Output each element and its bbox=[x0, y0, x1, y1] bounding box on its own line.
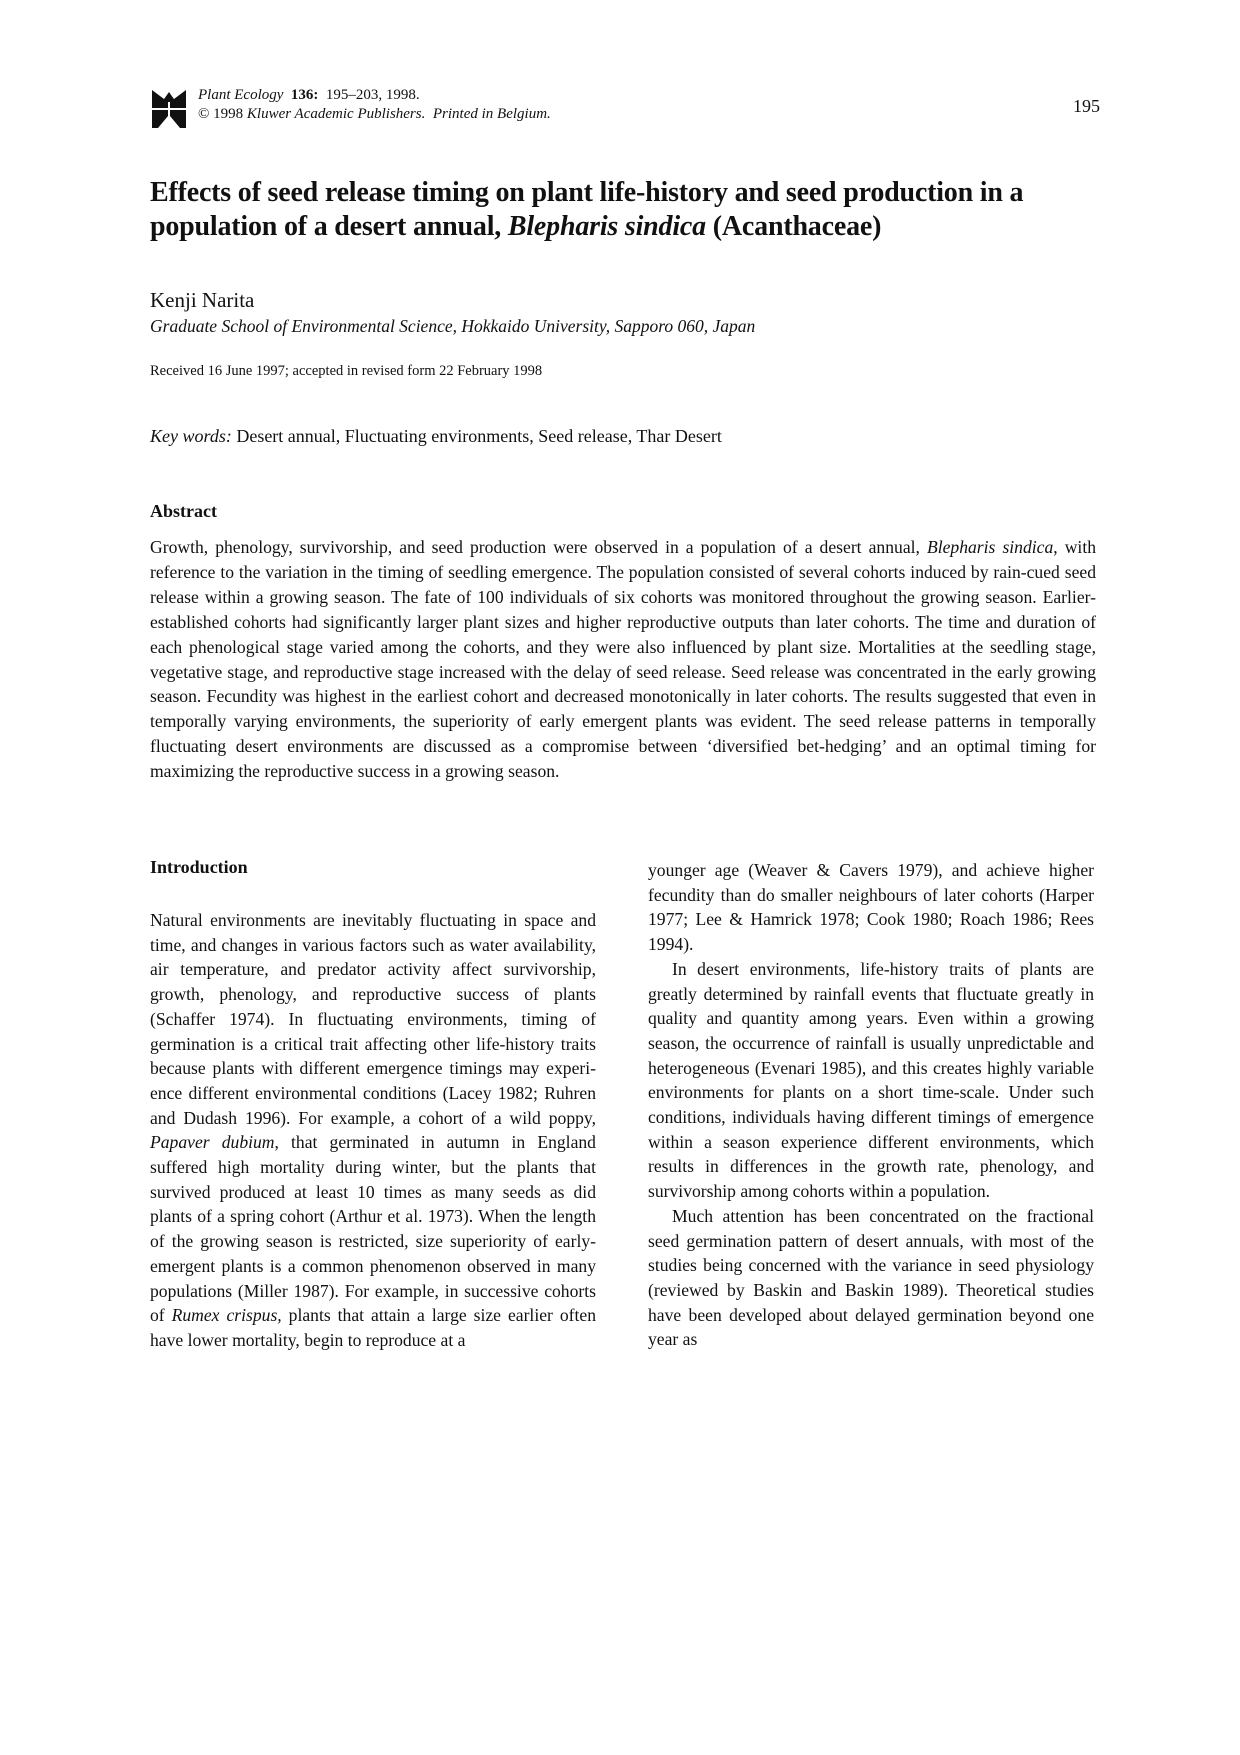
title-family: (Acanthaceae) bbox=[705, 211, 882, 242]
abstract-text: Growth, phenology, survivorship, and seed production were observed in a population of a desert annual, bbox=[150, 537, 927, 557]
keywords-label: Key words: bbox=[150, 426, 232, 446]
journal-name: Plant Ecology bbox=[198, 87, 284, 103]
abstract-species: Blepharis sindica bbox=[926, 537, 1054, 557]
intro-paragraph-3: Much attention has been concentrated on the fractional seed germination pattern of desert annuals, with most of the studies being concerned with the variance in seed physiology (reviewed by Baskin and Baskin 1989). Theoretical studies have been developed about delayed germination beyond one year as bbox=[648, 1205, 1094, 1350]
title-species: Blepharis sindica bbox=[507, 211, 706, 242]
species-name: Rumex crispus, bbox=[171, 1305, 282, 1326]
title-text: Effects of seed release timing on plant life-history and seed production in a population of a desert annual, bbox=[150, 177, 1024, 242]
journal-citation bbox=[198, 86, 551, 124]
abstract-heading: Abstract bbox=[150, 501, 217, 521]
author-name: Kenji Narita bbox=[150, 288, 255, 312]
left-column bbox=[150, 908, 596, 1353]
species-name: Papaver dubium bbox=[150, 1132, 275, 1153]
received-dates: Received 16 June 1997; accepted in revised form 22 February 1998 bbox=[150, 363, 543, 379]
abstract-body bbox=[150, 535, 1096, 784]
copyright-year: 1998 bbox=[213, 106, 244, 122]
publisher-name: Kluwer Academic Publishers. bbox=[246, 106, 426, 122]
page-number: 195 bbox=[1073, 96, 1100, 116]
paragraph-text: Natural environments are inevitably fluctuating in space and time, and changes in various factors such as water availability, air temperature, and predator activity affect survivorship, growth, phenology, and reproductive success of plants (Schaffer 1974). In fluctuating environments, timing of germination is a critical trait affecting other life-history traits because plants with different emergence timings may experience different environmental conditions (Lacey 1982; Ruhren and Dudash 1996). For example, a cohort of a wild poppy, bbox=[150, 910, 596, 1128]
journal-volume: 136: bbox=[290, 87, 319, 103]
keywords bbox=[150, 426, 722, 447]
introduction-heading: Introduction bbox=[150, 857, 248, 877]
copyright-symbol: © bbox=[198, 106, 210, 122]
journal-pages: 195–203, 1998. bbox=[325, 87, 420, 103]
author-affiliation: Graduate School of Environmental Science, Hokkaido University, Sapporo 060, Japan bbox=[150, 316, 756, 336]
page-header bbox=[150, 86, 1100, 136]
intro-paragraph-1 bbox=[150, 908, 596, 1353]
intro-paragraph-2: In desert environments, life-history traits of plants are greatly determined by rainfall events that fluctuate greatly in quality and quantity among years. Even within a growing season, the occurrence of rainfall is usually unpredictable and heterogeneous (Evenari 1985), and this creates highly variable environments for plants on a short time-scale. Under such conditions, individuals having different timings of emergence within a season experience different environments, which results in differences in the growth rate, phenology, and survivorship among cohorts within a population. bbox=[648, 958, 1094, 1202]
paragraph-text: plants that attain a large size earlier often have lower mortality, begin to reproduce at a bbox=[150, 1305, 596, 1350]
printed-location: Printed in Belgium. bbox=[432, 106, 551, 122]
paragraph-text: , that germinated in autumn in England suffered high mortality during winter, but the plants that survived produced at least 10 times as many seeds as did plants of a spring cohort (Arthur et al. 1973). When the length of the growing season is restricted, size superiority of early-emergent plants is a common phenomenon observed in many populations (Miller 1987). For example, in successive cohorts of bbox=[150, 1132, 596, 1326]
keywords-list: Desert annual, Fluctuating environments, Seed release, Thar Desert bbox=[231, 426, 722, 446]
publisher-logo-icon bbox=[150, 88, 188, 130]
abstract-text-cont: , with reference to the variation in the timing of seedling emergence. The population consisted of several cohorts induced by rain-cued seed release within a growing season. The fate of 100 individuals of six cohorts was monitored throughout the growing season. Earlier-established cohorts had significantly larger plant sizes and higher reproductive outputs than later cohorts. The time and duration of each phenological stage varied among the cohorts, and they were also influenced by plant size. Mortalities at the seedling stage, vegetative stage, and reproductive stage increased with the delay of seed release. Seed release was concentrated in the early growing season. Fecundity was highest in the earliest cohort and decreased monotonically in later cohorts. The results suggested that even in temporally varying environments, the superiority of early emergent plants was evident. The seed release patterns in temporally fluctuating desert environments are discussed as a compromise between ‘diversified bet-hedging’ and an optimal timing for maximizing the reproductive success in a growing season. bbox=[150, 537, 1096, 782]
intro-paragraph-1-cont: younger age (Weaver & Cavers 1979), and achieve higher fecundity than do smaller neighbours of later cohorts (Harper 1977; Lee & Hamrick 1978; Cook 1980; Roach 1986; Rees 1994). bbox=[648, 860, 1094, 955]
article-title bbox=[150, 176, 1110, 244]
right-column bbox=[648, 858, 1094, 1352]
